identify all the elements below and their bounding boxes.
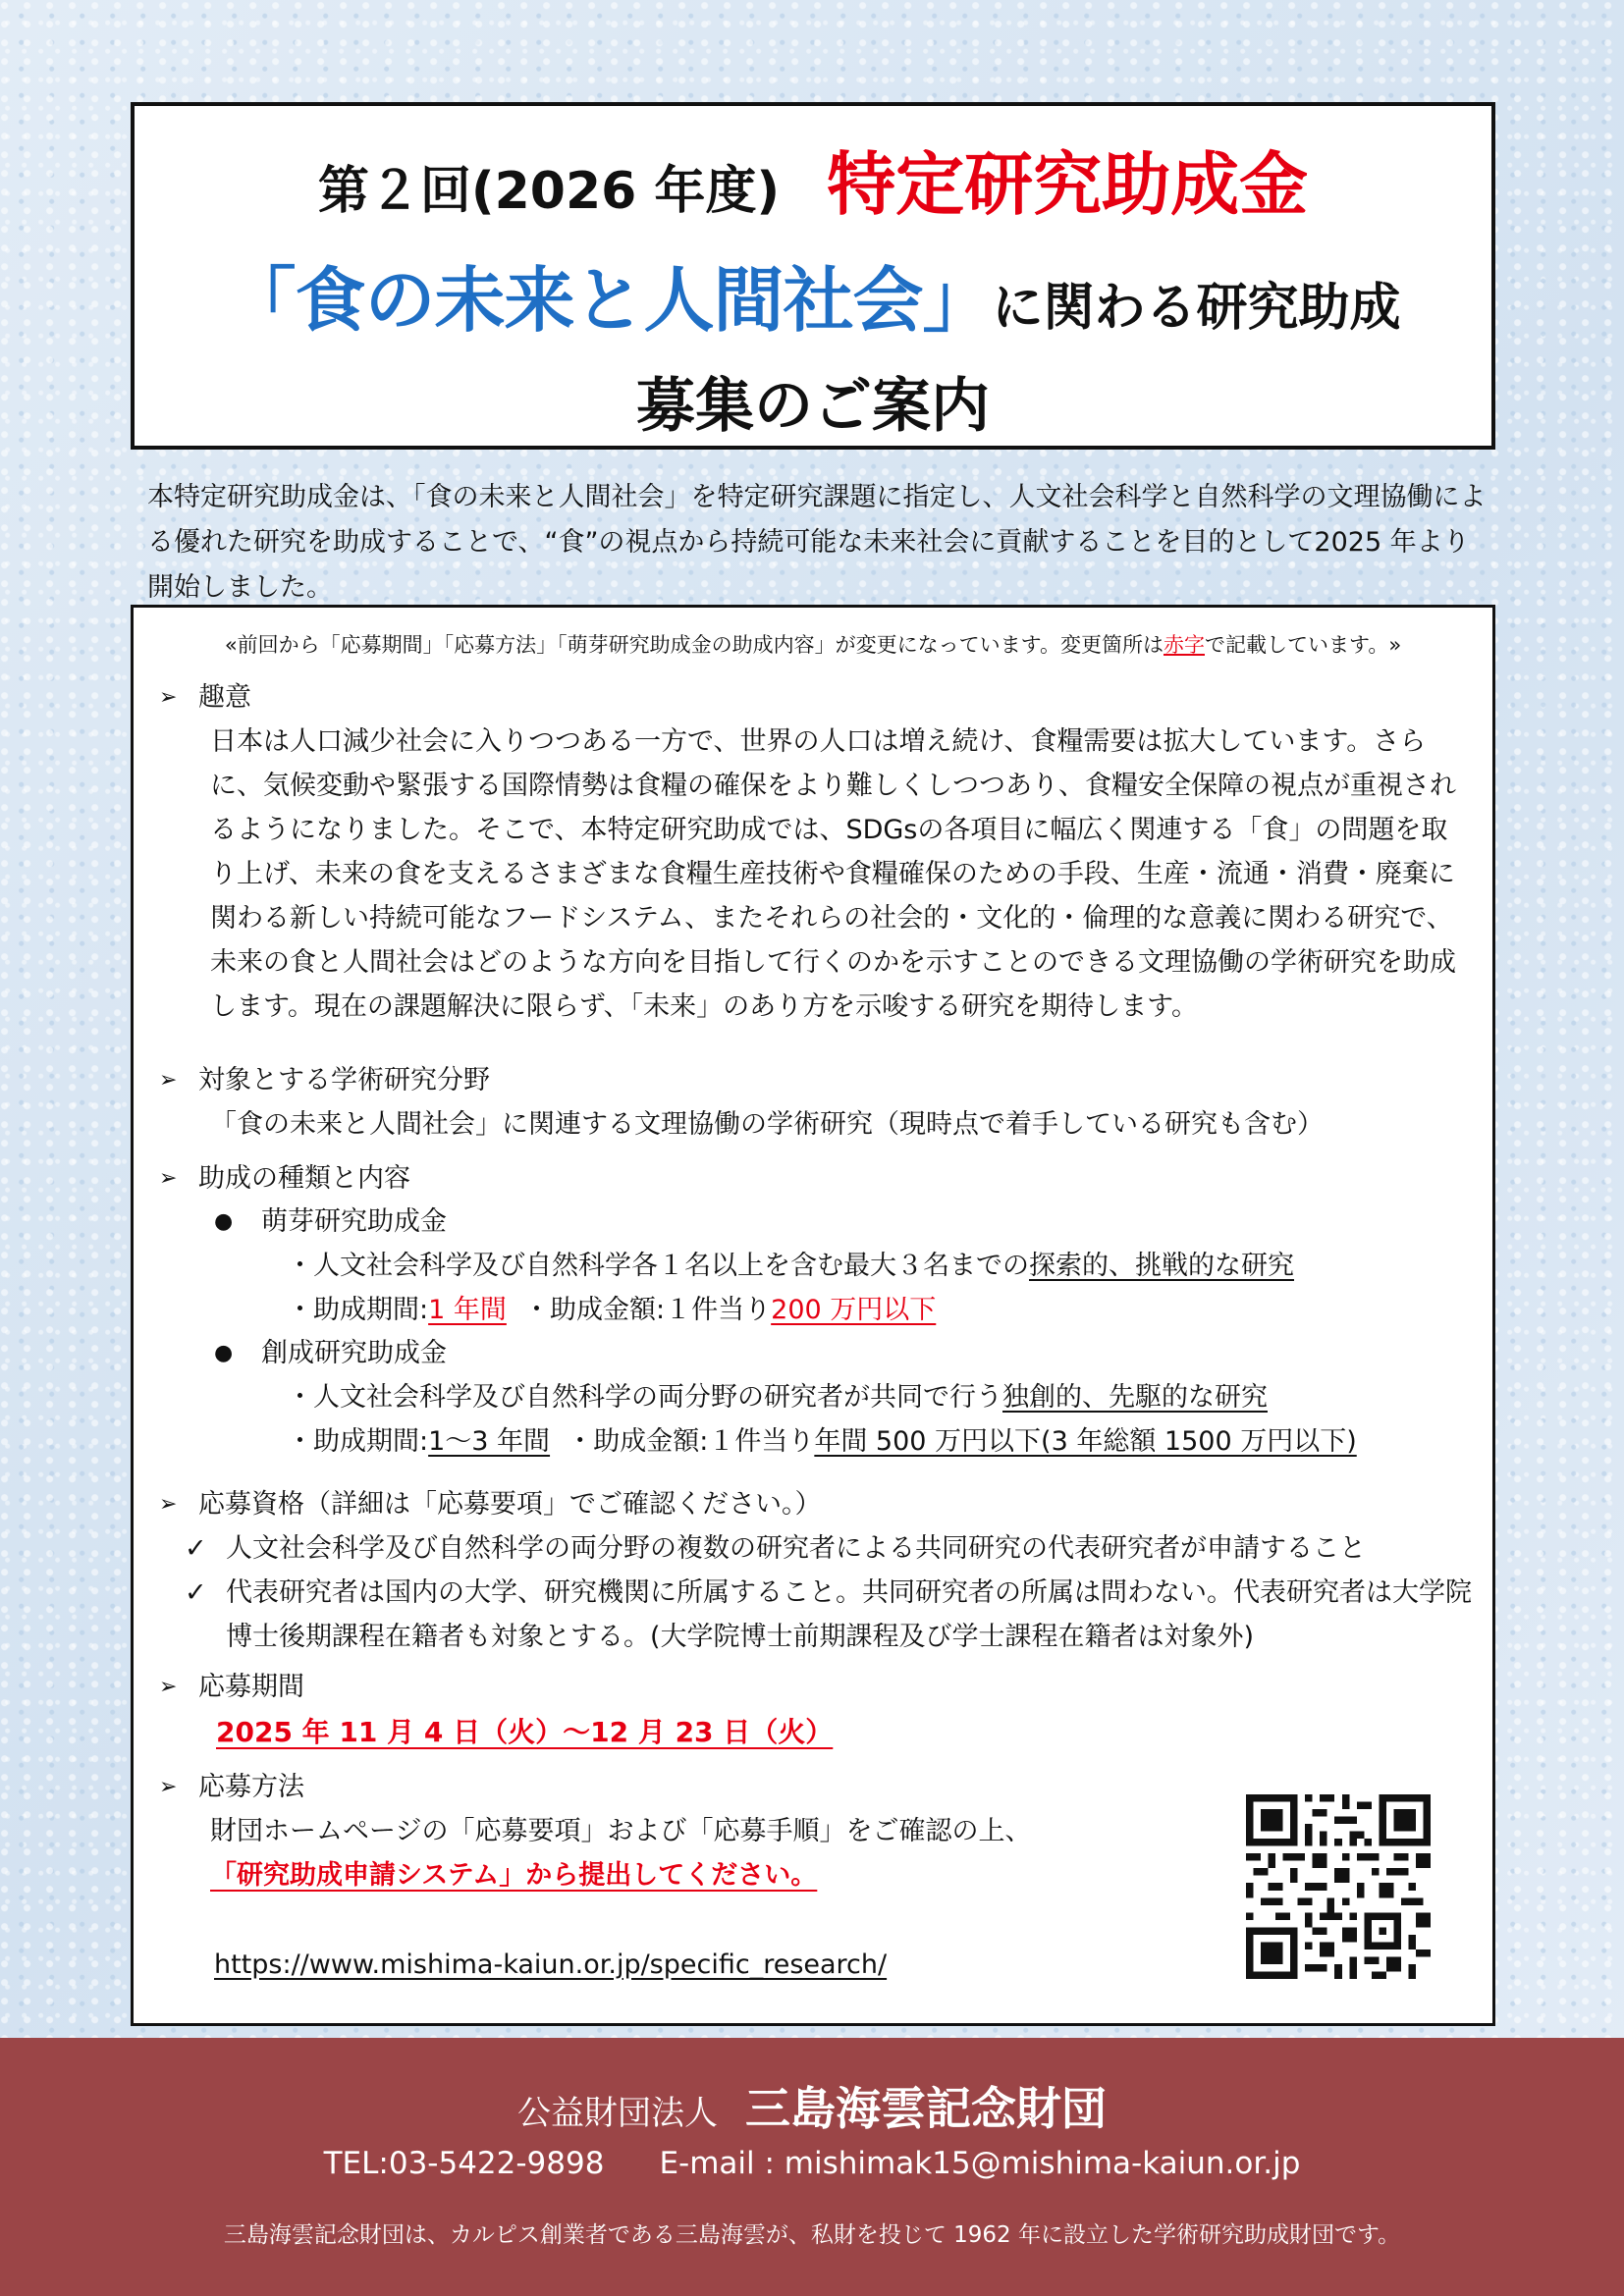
- footer: [0, 2038, 1624, 2296]
- eligibility-item: ✓ 代表研究者は国内の大学、研究機関に所属すること。共同研究者の所属は問わない。代表研究者は大学院博士後期課程在籍者も対象とする。(大学院博士前期課程及び学士課程在籍者は対象外): [159, 1571, 1473, 1659]
- title-line-2: [135, 243, 1491, 346]
- foundation-description: 三島海雲記念財団は、カルピス創業者である三島海雲が、私財を投じて 1962 年に設立した学術研究助成財団です。: [223, 2222, 1401, 2248]
- arrowhead-icon: ➢: [159, 1492, 178, 1517]
- section-period: [159, 1666, 1473, 1756]
- section-heading: 趣意: [198, 682, 251, 713]
- foundation-name: 公益財団法人 三島海雲記念財団: [517, 2082, 1107, 2135]
- website-url[interactable]: https://www.mishima-kaiun.or.jp/specific_research/: [214, 1949, 888, 1980]
- title-main: 特定研究助成金: [827, 144, 1309, 225]
- section-heading: 助成の種類と内容: [198, 1163, 410, 1194]
- check-icon: ✓: [185, 1577, 207, 1608]
- arrowhead-icon: ➢: [159, 1775, 178, 1799]
- section-eligibility: [159, 1483, 1473, 1659]
- method-emph: 「研究助成申請システム」から提出してください。: [210, 1860, 818, 1891]
- purpose-text: 日本は人口減少社会に入りつつある一方で、世界の人口は増え続け、食糧需要は拡大しています。さらに、気候変動や緊張する国際情勢は食糧の確保をより難しくしつつあり、食糧安全保障の視点が重視されるようになりました。そこで、本特定研究助成では、SDGsの各項目に幅広く関連する「食」の問題を取り上げ、未来の食を支えるさまざまな食糧生産技術や食糧確保のための手段、生産・流通・消費・廃棄に関わる新しい持続可能なフードシステム、またそれらの社会的・文化的・倫理的な意義に関わる研究で、未来の食と人間社会はどのような方向を目指して行くのかを示すことのできる文理協働の学術研究を助成します。現在の課題解決に限らず、「未来」のあり方を示唆する研究を期待します。: [210, 726, 1456, 1022]
- phone: TEL:03-5422-9898: [323, 2146, 605, 2181]
- email[interactable]: E-mail : mishimak15@mishima-kaiun.or.jp: [659, 2146, 1301, 2181]
- change-notice: «前回から「応募期間」「応募方法」「萌芽研究助成金の助成内容」が変更になっています。変更箇所は赤字で記載しています。»: [224, 633, 1402, 657]
- bullet-icon: ●: [214, 1209, 234, 1234]
- qr-code[interactable]: [1246, 1794, 1431, 1979]
- grant-seed: ● 萌芽研究助成金: [159, 1201, 1473, 1244]
- grant-seed-desc: ・人文社会科学及び自然科学各１名以上を含む最大３名までの探索的、挑戦的な研究: [287, 1251, 1294, 1281]
- arrowhead-icon: ➢: [159, 1675, 178, 1699]
- arrowhead-icon: ➢: [159, 1166, 178, 1191]
- title-edition: 第２回(2026 年度): [317, 162, 781, 221]
- method-text: 財団ホームページの「応募要項」および「応募手順」をご確認の上、: [210, 1816, 1032, 1846]
- section-field: [159, 1059, 1473, 1147]
- check-icon: ✓: [185, 1533, 207, 1564]
- section-heading: 応募期間: [198, 1672, 304, 1702]
- section-heading: 応募方法: [198, 1772, 304, 1802]
- title-line-1: [135, 130, 1491, 229]
- title-theme-suffix: に関わる研究助成: [992, 279, 1401, 338]
- field-text: 「食の未来と人間社会」に関連する文理協働の学術研究（現時点で着手している研究も含む）: [210, 1109, 1324, 1140]
- application-period: 2025 年 11 月 4 日（火）～12 月 23 日（火）: [216, 1716, 834, 1748]
- eligibility-item: ✓ 人文社会科学及び自然科学の両分野の複数の研究者による共同研究の代表研究者が申請すること: [159, 1526, 1473, 1571]
- section-heading: 応募資格（詳細は「応募要項」でご確認ください。）: [198, 1489, 822, 1520]
- section-heading: 対象とする学術研究分野: [198, 1065, 490, 1095]
- grant-creative: ● 創成研究助成金: [159, 1332, 1473, 1375]
- change-notice-red: 赤字: [1164, 633, 1205, 657]
- section-grants: [159, 1157, 1473, 1464]
- intro-paragraph: 本特定研究助成金は、「食の未来と人間社会」を特定研究課題に指定し、人文社会科学と自然科学の文理協働による優れた研究を助成することで、“食”の視点から持続可能な未来社会に貢献することを目的として2025 年より開始しました。: [147, 482, 1487, 603]
- section-purpose: [159, 676, 1473, 1029]
- grant-creative-desc: ・人文社会科学及び自然科学の両分野の研究者が共同で行う独創的、先駆的な研究: [287, 1382, 1268, 1413]
- title-line-3: 募集のご案内: [636, 372, 990, 441]
- contact-info: [0, 2146, 1624, 2181]
- grant-creative-terms: ・助成期間:1～3 年間 ・助成金額:１件当り年間 500 万円以下(3 年総額 1500 万円以下): [287, 1426, 1357, 1457]
- arrowhead-icon: ➢: [159, 1068, 178, 1093]
- title-theme: 「食の未来と人間社会」: [225, 259, 993, 342]
- grant-seed-terms: ・助成期間:1 年間 ・助成金額:１件当り200 万円以下: [287, 1295, 937, 1325]
- arrowhead-icon: ➢: [159, 685, 178, 710]
- bullet-icon: ●: [214, 1341, 234, 1365]
- title-box: [131, 102, 1495, 450]
- content-box: [131, 605, 1495, 2026]
